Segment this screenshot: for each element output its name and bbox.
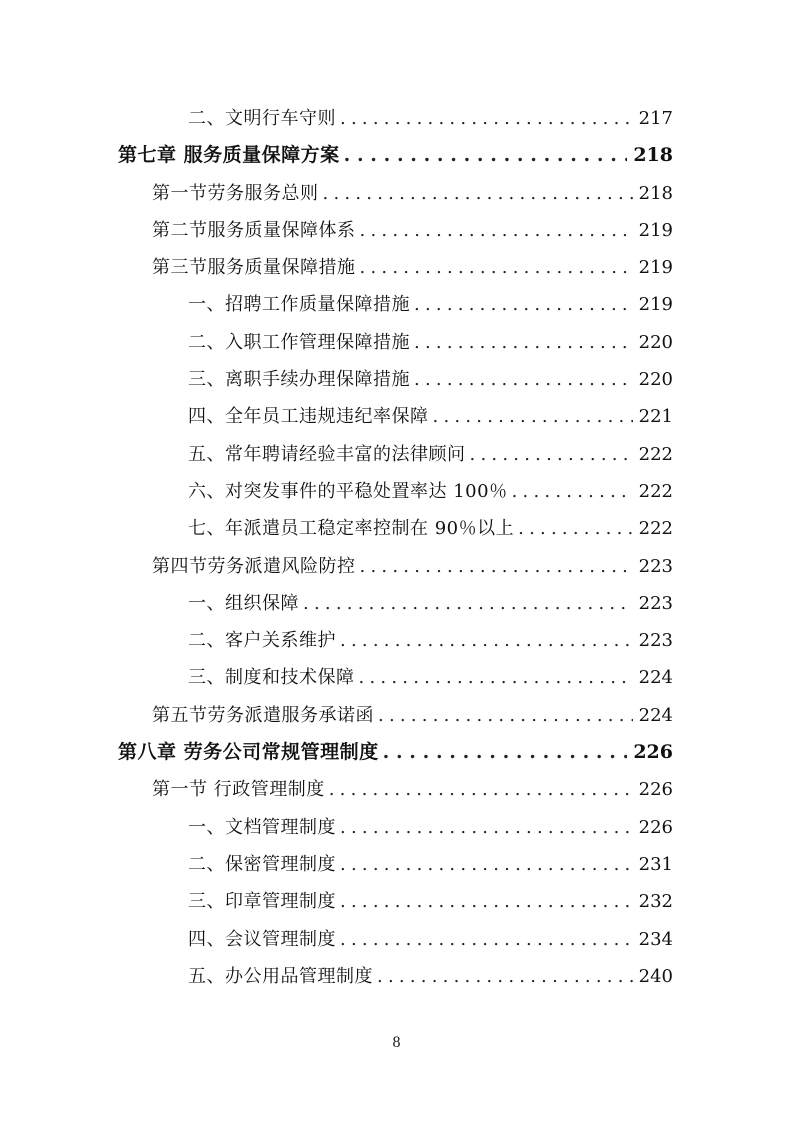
toc-entry-title: 第一节 行政管理制度 <box>152 779 325 801</box>
table-of-contents <box>0 100 793 995</box>
toc-section-entry[interactable] <box>0 175 793 212</box>
toc-entry-page: 226 <box>633 741 673 764</box>
toc-section-entry[interactable] <box>0 212 793 249</box>
toc-dot-leader <box>414 361 633 398</box>
toc-subsection-entry[interactable] <box>0 921 793 958</box>
toc-entry-title: 三、制度和技术保障 <box>188 667 355 689</box>
toc-section-entry[interactable] <box>0 249 793 286</box>
toc-subsection-entry[interactable] <box>0 324 793 361</box>
toc-entry-title: 三、离职手续办理保障措施 <box>188 369 410 391</box>
toc-dot-leader <box>414 324 633 361</box>
toc-chapter-entry[interactable] <box>0 137 793 174</box>
toc-entry-title: 第八章 劳务公司常规管理制度 <box>118 741 379 764</box>
toc-dot-leader <box>360 249 633 286</box>
toc-entry-title: 一、招聘工作质量保障措施 <box>188 294 410 316</box>
toc-subsection-entry[interactable] <box>0 473 793 510</box>
toc-entry-title: 五、常年聘请经验丰富的法律顾问 <box>188 443 466 465</box>
toc-entry-title: 第四节劳务派遣风险防控 <box>152 555 356 577</box>
toc-dot-leader <box>329 771 633 808</box>
toc-dot-leader <box>360 212 633 249</box>
toc-dot-leader <box>383 734 628 771</box>
toc-entry-title: 第二节服务质量保障体系 <box>152 219 356 241</box>
toc-entry-title: 二、入职工作管理保障措施 <box>188 331 410 353</box>
toc-dot-leader <box>359 659 633 696</box>
toc-entry-page: 219 <box>638 257 673 279</box>
toc-entry-title: 五、办公用品管理制度 <box>188 965 373 987</box>
toc-dot-leader <box>360 548 633 585</box>
page-number: 8 <box>392 1034 401 1051</box>
toc-entry-title: 四、全年员工违规违纪率保障 <box>188 406 429 428</box>
toc-dot-leader <box>344 137 628 174</box>
toc-entry-title: 第五节劳务派遣服务承诺函 <box>152 704 374 726</box>
toc-entry-page: 223 <box>638 630 673 652</box>
toc-entry-page: 217 <box>638 108 673 129</box>
toc-subsection-entry[interactable] <box>0 286 793 323</box>
toc-subsection-entry[interactable] <box>0 510 793 547</box>
toc-subsection-entry[interactable] <box>0 398 793 435</box>
toc-entry-page: 226 <box>638 779 673 801</box>
toc-dot-leader <box>323 175 633 212</box>
toc-dot-leader <box>378 697 633 734</box>
toc-entry-page: 220 <box>638 331 673 353</box>
toc-entry-page: 224 <box>638 704 673 726</box>
toc-dot-leader <box>414 286 633 323</box>
toc-dot-leader <box>470 436 633 473</box>
toc-dot-leader <box>340 100 633 137</box>
toc-section-entry[interactable] <box>0 771 793 808</box>
toc-entry-page: 218 <box>638 182 673 204</box>
toc-entry-title: 第一节劳务服务总则 <box>152 182 319 204</box>
toc-subsection-entry[interactable] <box>0 585 793 622</box>
toc-subsection-entry[interactable] <box>0 622 793 659</box>
toc-entry-page: 220 <box>638 369 673 391</box>
toc-entry-page: 226 <box>638 816 673 838</box>
toc-entry-title: 一、文档管理制度 <box>188 816 336 838</box>
toc-subsection-entry[interactable] <box>0 100 793 137</box>
toc-entry-page: 222 <box>638 518 673 540</box>
toc-entry-page: 222 <box>638 443 673 465</box>
toc-entry-title: 七、年派遣员工稳定率控制在 90％以上 <box>188 518 515 540</box>
toc-section-entry[interactable] <box>0 697 793 734</box>
toc-dot-leader <box>340 809 633 846</box>
toc-subsection-entry[interactable] <box>0 958 793 995</box>
toc-entry-title: 一、组织保障 <box>188 592 299 614</box>
toc-entry-title: 第三节服务质量保障措施 <box>152 257 356 279</box>
toc-entry-page: 232 <box>638 891 673 913</box>
toc-entry-title: 四、会议管理制度 <box>188 928 336 950</box>
toc-dot-leader <box>303 585 633 622</box>
toc-dot-leader <box>340 921 633 958</box>
toc-subsection-entry[interactable] <box>0 883 793 920</box>
toc-dot-leader <box>433 398 633 435</box>
toc-entry-page: 231 <box>638 853 673 875</box>
toc-subsection-entry[interactable] <box>0 809 793 846</box>
toc-entry-title: 二、保密管理制度 <box>188 853 336 875</box>
toc-subsection-entry[interactable] <box>0 436 793 473</box>
toc-entry-page: 222 <box>638 480 673 502</box>
toc-entry-page: 219 <box>638 294 673 316</box>
toc-entry-title: 六、对突发事件的平稳处置率达 100％ <box>188 480 508 502</box>
toc-entry-title: 二、文明行车守则 <box>188 108 336 129</box>
toc-subsection-entry[interactable] <box>0 361 793 398</box>
toc-entry-page: 221 <box>638 406 673 428</box>
toc-dot-leader <box>518 510 633 547</box>
toc-entry-page: 224 <box>638 667 673 689</box>
toc-dot-leader <box>340 883 633 920</box>
toc-subsection-entry[interactable] <box>0 846 793 883</box>
toc-entry-page: 240 <box>638 965 673 987</box>
toc-entry-page: 219 <box>638 219 673 241</box>
toc-subsection-entry[interactable] <box>0 659 793 696</box>
toc-entry-page: 218 <box>633 144 673 167</box>
toc-chapter-entry[interactable] <box>0 734 793 771</box>
toc-entry-title: 第七章 服务质量保障方案 <box>118 144 340 167</box>
toc-dot-leader <box>377 958 633 995</box>
toc-entry-page: 234 <box>638 928 673 950</box>
toc-entry-page: 223 <box>638 592 673 614</box>
toc-section-entry[interactable] <box>0 548 793 585</box>
toc-entry-page: 223 <box>638 555 673 577</box>
toc-entry-title: 三、印章管理制度 <box>188 891 336 913</box>
toc-dot-leader <box>512 473 633 510</box>
toc-dot-leader <box>340 846 633 883</box>
toc-dot-leader <box>340 622 633 659</box>
toc-entry-title: 二、客户关系维护 <box>188 630 336 652</box>
